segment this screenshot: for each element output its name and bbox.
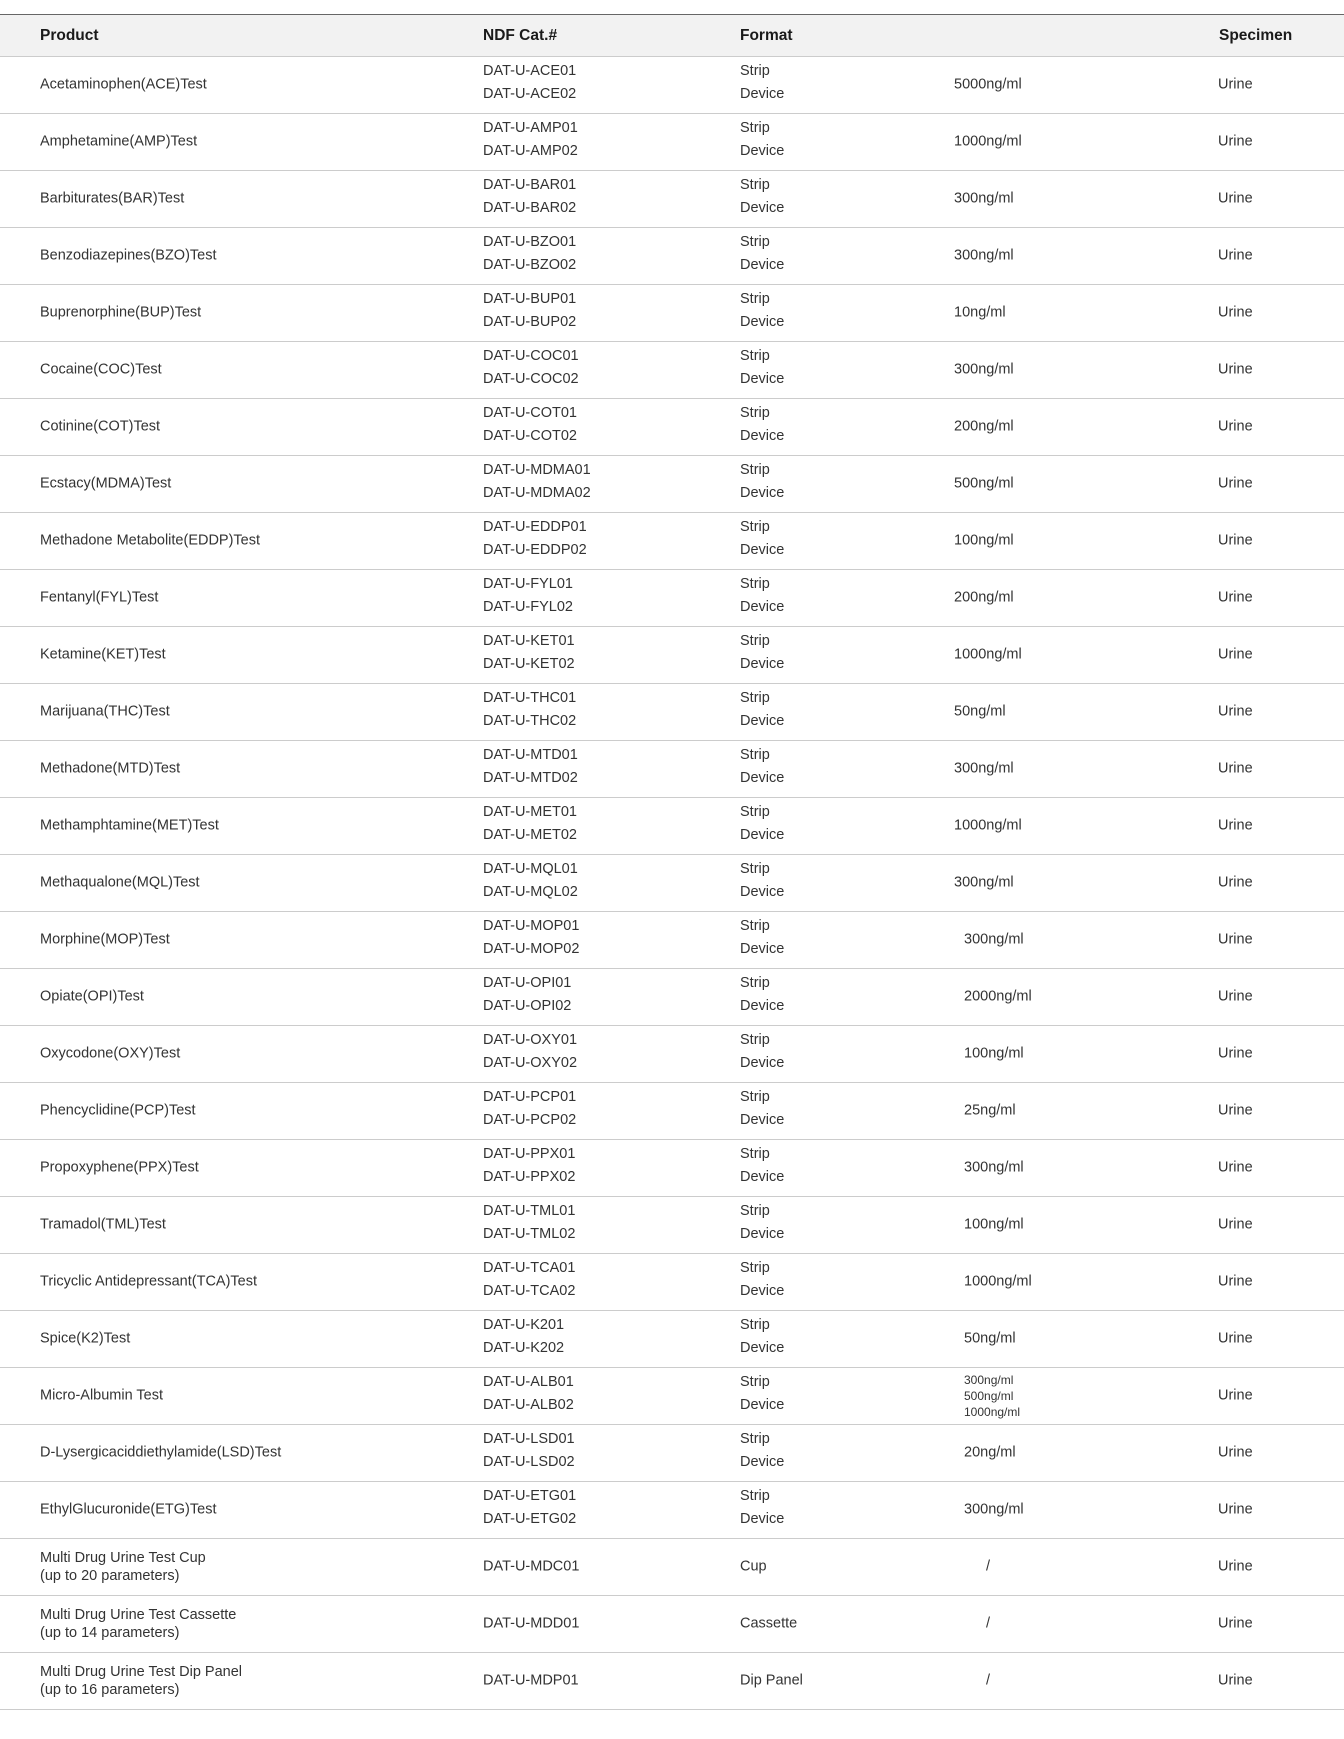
format-device: Device <box>740 257 785 273</box>
header-format: Format <box>740 27 793 44</box>
product-name <box>40 1606 236 1642</box>
format-device: Device <box>740 713 785 729</box>
cat-number-strip: DAT-U-THC01 <box>483 690 577 706</box>
cat-number-device: DAT-U-BUP02 <box>483 314 577 330</box>
cat-number-strip: DAT-U-TML01 <box>483 1203 576 1219</box>
cat-number-strip: DAT-U-AMP01 <box>483 120 578 136</box>
format: Cup <box>740 1558 767 1575</box>
format: Cassette <box>740 1615 798 1632</box>
format-strip: Strip <box>740 405 770 421</box>
cat-number-device: DAT-U-PCP02 <box>483 1112 577 1128</box>
cutoff-value: 300ng/ml <box>954 247 1014 264</box>
product-name: Ketamine(KET)Test <box>40 646 166 663</box>
table-row <box>0 627 1344 684</box>
product-name: Fentanyl(FYL)Test <box>40 589 159 606</box>
product-name: Methaqualone(MQL)Test <box>40 874 200 891</box>
cat-number-device: DAT-U-KET02 <box>483 656 575 672</box>
specimen: Urine <box>1218 1273 1253 1290</box>
specimen: Urine <box>1218 361 1253 378</box>
specimen: Urine <box>1218 589 1253 606</box>
cat-number-device: DAT-U-BZO02 <box>483 257 577 273</box>
format-strip: Strip <box>740 633 770 649</box>
product-name: Methamphtamine(MET)Test <box>40 817 219 834</box>
cat-number-strip: DAT-U-PPX01 <box>483 1146 576 1162</box>
cutoff-value: 1000ng/ml <box>954 133 1022 150</box>
header-specimen: Specimen <box>1219 27 1293 44</box>
product-name: Cocaine(COC)Test <box>40 361 162 378</box>
table-row <box>0 1197 1344 1254</box>
format-strip: Strip <box>740 291 770 307</box>
format-strip: Strip <box>740 576 770 592</box>
cat-number-strip: DAT-U-COT01 <box>483 405 577 421</box>
specimen: Urine <box>1218 874 1253 891</box>
format-strip: Strip <box>740 1032 770 1048</box>
table-row <box>0 798 1344 855</box>
table-row <box>0 684 1344 741</box>
product-name <box>40 1663 242 1699</box>
product-name: Methadone Metabolite(EDDP)Test <box>40 532 261 549</box>
format-strip: Strip <box>740 975 770 991</box>
cutoff-value: 10ng/ml <box>954 304 1006 321</box>
format-device: Device <box>740 1283 785 1299</box>
format-device: Device <box>740 1169 785 1185</box>
product-name: Propoxyphene(PPX)Test <box>40 1159 199 1176</box>
product-name: Buprenorphine(BUP)Test <box>40 304 202 321</box>
cat-number-device: DAT-U-LSD02 <box>483 1454 575 1470</box>
format-strip: Strip <box>740 1374 770 1390</box>
cat-number-strip: DAT-U-BAR01 <box>483 177 577 193</box>
cat-number-device: DAT-U-BAR02 <box>483 200 577 216</box>
cat-number-device: DAT-U-OXY02 <box>483 1055 578 1071</box>
cat-number: DAT-U-MDP01 <box>483 1672 579 1689</box>
product-name-line2: (up to 20 parameters) <box>40 1568 180 1584</box>
product-name: Benzodiazepines(BZO)Test <box>40 247 217 264</box>
table-row <box>0 1140 1344 1197</box>
cat-number-strip: DAT-U-COC01 <box>483 348 579 364</box>
specimen: Urine <box>1218 988 1253 1005</box>
cutoff-value: 25ng/ml <box>964 1102 1016 1119</box>
cutoff-value: 200ng/ml <box>954 418 1014 435</box>
format-strip: Strip <box>740 1431 770 1447</box>
product-name: D-Lysergicaciddiethylamide(LSD)Test <box>40 1444 282 1461</box>
format-strip: Strip <box>740 234 770 250</box>
table-row <box>0 513 1344 570</box>
table-row <box>0 855 1344 912</box>
cat-number-strip: DAT-U-MOP01 <box>483 918 580 934</box>
cutoff-value: 300ng/ml <box>954 361 1014 378</box>
specimen: Urine <box>1218 1615 1253 1632</box>
cat-number-strip: DAT-U-MDMA01 <box>483 462 591 478</box>
header-product: Product <box>40 27 99 44</box>
cat-number-device: DAT-U-EDDP02 <box>483 542 587 558</box>
format-device: Device <box>740 827 785 843</box>
format-strip: Strip <box>740 120 770 136</box>
cat-number-device: DAT-U-ALB02 <box>483 1397 574 1413</box>
product-name: Tramadol(TML)Test <box>40 1216 166 1233</box>
cutoff-value: 5000ng/ml <box>954 76 1022 93</box>
format-strip: Strip <box>740 348 770 364</box>
cutoff-value: 300ng/ml <box>954 760 1014 777</box>
product-name-line1: Multi Drug Urine Test Cassette <box>40 1607 237 1623</box>
cutoff-value: 300ng/ml <box>964 1373 1014 1387</box>
format-device: Device <box>740 1112 785 1128</box>
format-strip: Strip <box>740 690 770 706</box>
format-device: Device <box>740 428 785 444</box>
product-name-line2: (up to 14 parameters) <box>40 1625 180 1641</box>
table-body <box>0 57 1344 1710</box>
table-row <box>0 741 1344 798</box>
specimen: Urine <box>1218 418 1253 435</box>
format-strip: Strip <box>740 918 770 934</box>
product-name: Morphine(MOP)Test <box>40 931 170 948</box>
format-device: Device <box>740 1226 785 1242</box>
specimen: Urine <box>1218 931 1253 948</box>
specimen: Urine <box>1218 1387 1253 1404</box>
cutoff-value: 300ng/ml <box>964 1159 1024 1176</box>
cat-number-strip: DAT-U-ALB01 <box>483 1374 574 1390</box>
table-row <box>0 57 1344 114</box>
table-row <box>0 399 1344 456</box>
cat-number-strip: DAT-U-EDDP01 <box>483 519 587 535</box>
format-strip: Strip <box>740 861 770 877</box>
cat-number-strip: DAT-U-MQL01 <box>483 861 578 877</box>
cutoff-value: 300ng/ml <box>964 1501 1024 1518</box>
cutoff-value: 300ng/ml <box>954 874 1014 891</box>
cat-number-device: DAT-U-TCA02 <box>483 1283 576 1299</box>
table-row <box>0 912 1344 969</box>
cat-number-device: DAT-U-K202 <box>483 1340 565 1356</box>
cutoff-value: 20ng/ml <box>964 1444 1016 1461</box>
table-row <box>0 1311 1344 1368</box>
table-row <box>0 171 1344 228</box>
cat-number-device: DAT-U-TML02 <box>483 1226 576 1242</box>
format-device: Device <box>740 1511 785 1527</box>
cutoff-value: 2000ng/ml <box>964 988 1032 1005</box>
format-device: Device <box>740 143 785 159</box>
table-row <box>0 228 1344 285</box>
cat-number-device: DAT-U-MTD02 <box>483 770 578 786</box>
cutoff-value: 100ng/ml <box>954 532 1014 549</box>
format-strip: Strip <box>740 519 770 535</box>
cat-number-strip: DAT-U-MET01 <box>483 804 577 820</box>
product-name: Methadone(MTD)Test <box>40 760 181 777</box>
product-name: Cotinine(COT)Test <box>40 418 161 435</box>
cat-number-strip: DAT-U-OPI01 <box>483 975 572 991</box>
specimen: Urine <box>1218 1444 1253 1461</box>
cutoff-value: 50ng/ml <box>954 703 1006 720</box>
cat-number-device: DAT-U-COT02 <box>483 428 577 444</box>
format-strip: Strip <box>740 747 770 763</box>
table-row <box>0 1083 1344 1140</box>
specimen: Urine <box>1218 1216 1253 1233</box>
table-row <box>0 570 1344 627</box>
product-name: Amphetamine(AMP)Test <box>40 133 198 150</box>
cat-number-strip: DAT-U-FYL01 <box>483 576 573 592</box>
table-row <box>0 1482 1344 1539</box>
product-name-line2: (up to 16 parameters) <box>40 1682 180 1698</box>
format-device: Device <box>740 314 785 330</box>
format-strip: Strip <box>740 1260 770 1276</box>
specimen: Urine <box>1218 1045 1253 1062</box>
specimen: Urine <box>1218 133 1253 150</box>
specimen: Urine <box>1218 646 1253 663</box>
format-device: Device <box>740 86 785 102</box>
cat-number-device: DAT-U-MET02 <box>483 827 577 843</box>
cat-number-strip: DAT-U-KET01 <box>483 633 575 649</box>
format-device: Device <box>740 371 785 387</box>
cutoff-value: 1000ng/ml <box>954 817 1022 834</box>
cat-number-device: DAT-U-THC02 <box>483 713 577 729</box>
product-name: Marijuana(THC)Test <box>40 703 170 720</box>
product-name-line1: Multi Drug Urine Test Cup <box>40 1550 206 1566</box>
format-strip: Strip <box>740 1317 770 1333</box>
specimen: Urine <box>1218 532 1253 549</box>
cutoff-values <box>964 1372 1020 1420</box>
product-name: Phencyclidine(PCP)Test <box>40 1102 196 1119</box>
specimen: Urine <box>1218 475 1253 492</box>
cat-number-device: DAT-U-MDMA02 <box>483 485 591 501</box>
cat-number-strip: DAT-U-K201 <box>483 1317 565 1333</box>
table-row <box>0 114 1344 171</box>
cutoff-value: 1000ng/ml <box>964 1405 1021 1419</box>
product-name-line1: Multi Drug Urine Test Dip Panel <box>40 1664 243 1680</box>
cat-number-strip: DAT-U-TCA01 <box>483 1260 576 1276</box>
cat-number: DAT-U-MDC01 <box>483 1558 580 1575</box>
specimen: Urine <box>1218 703 1253 720</box>
cutoff-value: 500ng/ml <box>954 475 1014 492</box>
specimen: Urine <box>1218 1672 1253 1689</box>
product-name: Opiate(OPI)Test <box>40 988 144 1005</box>
cutoff-value: 200ng/ml <box>954 589 1014 606</box>
cutoff-value: 300ng/ml <box>954 190 1014 207</box>
cat-number-device: DAT-U-PPX02 <box>483 1169 576 1185</box>
cutoff-value: / <box>986 1615 991 1632</box>
specimen: Urine <box>1218 1330 1253 1347</box>
format-device: Device <box>740 770 785 786</box>
specimen: Urine <box>1218 76 1253 93</box>
format-strip: Strip <box>740 1488 770 1504</box>
table-row <box>0 1425 1344 1482</box>
table-row <box>0 456 1344 513</box>
cat-number-device: DAT-U-ACE02 <box>483 86 577 102</box>
table-row <box>0 1368 1344 1425</box>
format-device: Device <box>740 599 785 615</box>
format-device: Device <box>740 941 785 957</box>
product-name: Tricyclic Antidepressant(TCA)Test <box>40 1273 258 1290</box>
cutoff-value: 50ng/ml <box>964 1330 1016 1347</box>
cat-number-strip: DAT-U-PCP01 <box>483 1089 577 1105</box>
specimen: Urine <box>1218 817 1253 834</box>
format-strip: Strip <box>740 804 770 820</box>
format-device: Device <box>740 884 785 900</box>
format-device: Device <box>740 1397 785 1413</box>
cat-number-device: DAT-U-OPI02 <box>483 998 572 1014</box>
cutoff-value: / <box>986 1558 991 1575</box>
product-name: Spice(K2)Test <box>40 1330 131 1347</box>
cat-number-strip: DAT-U-ACE01 <box>483 63 577 79</box>
cutoff-value: 100ng/ml <box>964 1045 1024 1062</box>
format-device: Device <box>740 200 785 216</box>
format-strip: Strip <box>740 1089 770 1105</box>
table-row <box>0 969 1344 1026</box>
product-name: Ecstacy(MDMA)Test <box>40 475 172 492</box>
cutoff-value: 500ng/ml <box>964 1389 1014 1403</box>
format-device: Device <box>740 485 785 501</box>
table-row <box>0 342 1344 399</box>
cat-number-device: DAT-U-AMP02 <box>483 143 578 159</box>
cat-number-strip: DAT-U-BUP01 <box>483 291 577 307</box>
cat-number-strip: DAT-U-ETG01 <box>483 1488 577 1504</box>
cutoff-value: 300ng/ml <box>964 931 1024 948</box>
cat-number-device: DAT-U-ETG02 <box>483 1511 577 1527</box>
specimen: Urine <box>1218 304 1253 321</box>
format-device: Device <box>740 1055 785 1071</box>
cat-number-strip: DAT-U-MTD01 <box>483 747 578 763</box>
cutoff-value: 1000ng/ml <box>964 1273 1032 1290</box>
table-row <box>0 1653 1344 1710</box>
specimen: Urine <box>1218 190 1253 207</box>
product-name: Barbiturates(BAR)Test <box>40 190 185 207</box>
format: Dip Panel <box>740 1672 803 1689</box>
cat-number: DAT-U-MDD01 <box>483 1615 580 1632</box>
specimen: Urine <box>1218 760 1253 777</box>
table-row <box>0 1026 1344 1083</box>
format-strip: Strip <box>740 1146 770 1162</box>
cutoff-value: 1000ng/ml <box>954 646 1022 663</box>
cat-number-device: DAT-U-MQL02 <box>483 884 578 900</box>
cat-number-strip: DAT-U-LSD01 <box>483 1431 575 1447</box>
table-row <box>0 1539 1344 1596</box>
format-strip: Strip <box>740 1203 770 1219</box>
product-name: EthylGlucuronide(ETG)Test <box>40 1501 217 1518</box>
cutoff-value: / <box>986 1672 991 1689</box>
cat-number-device: DAT-U-FYL02 <box>483 599 573 615</box>
format-device: Device <box>740 1454 785 1470</box>
format-device: Device <box>740 542 785 558</box>
specimen: Urine <box>1218 247 1253 264</box>
specimen: Urine <box>1218 1501 1253 1518</box>
cutoff-value: 100ng/ml <box>964 1216 1024 1233</box>
format-strip: Strip <box>740 177 770 193</box>
cat-number-device: DAT-U-MOP02 <box>483 941 580 957</box>
table-row <box>0 285 1344 342</box>
table-row <box>0 1254 1344 1311</box>
specimen: Urine <box>1218 1558 1253 1575</box>
cat-number-device: DAT-U-COC02 <box>483 371 579 387</box>
product-name: Micro-Albumin Test <box>40 1387 164 1404</box>
cat-number-strip: DAT-U-BZO01 <box>483 234 577 250</box>
cat-number-strip: DAT-U-OXY01 <box>483 1032 578 1048</box>
format-device: Device <box>740 998 785 1014</box>
specimen: Urine <box>1218 1159 1253 1176</box>
format-strip: Strip <box>740 63 770 79</box>
product-name: Acetaminophen(ACE)Test <box>40 76 207 93</box>
table-header <box>0 15 1344 57</box>
product-table <box>0 14 1344 1710</box>
specimen: Urine <box>1218 1102 1253 1119</box>
format-device: Device <box>740 1340 785 1356</box>
format-device: Device <box>740 656 785 672</box>
table-row <box>0 1596 1344 1653</box>
product-name: Oxycodone(OXY)Test <box>40 1045 181 1062</box>
product-name <box>40 1549 206 1585</box>
format-strip: Strip <box>740 462 770 478</box>
header-cat: NDF Cat.# <box>483 27 558 44</box>
